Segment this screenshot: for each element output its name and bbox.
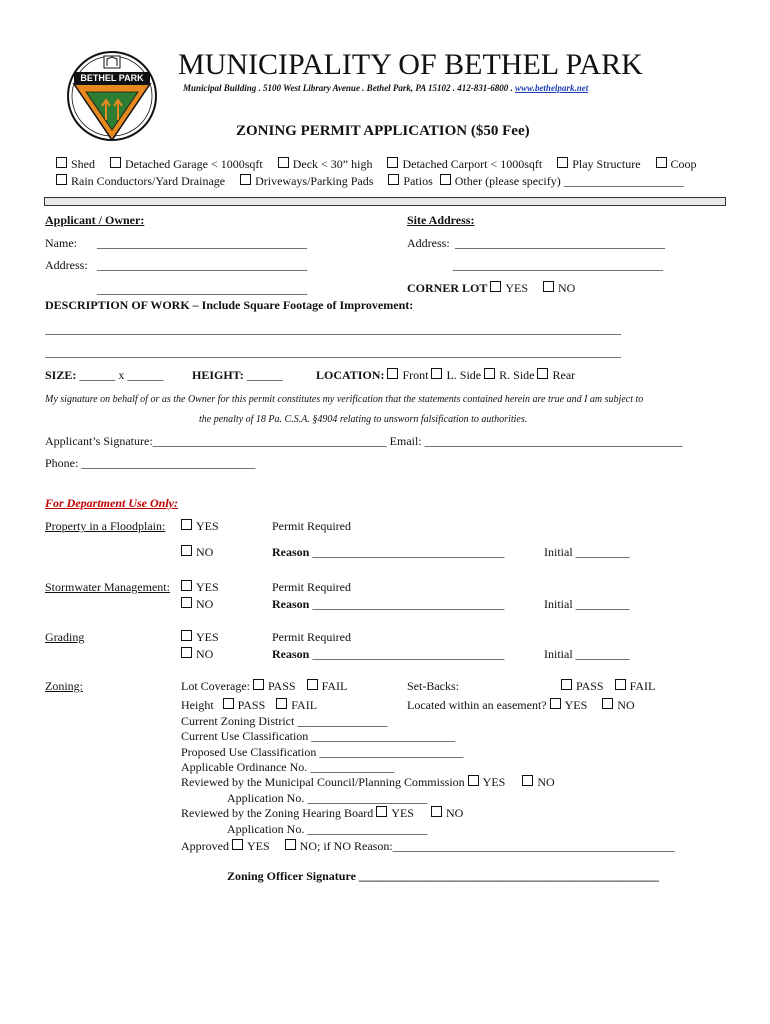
floodplain-label: Property in a Floodplain:: [45, 519, 166, 533]
location-label: LOCATION:: [316, 368, 385, 382]
grading-initial-field[interactable]: _________: [575, 647, 630, 661]
checkbox-patios[interactable]: Patios: [388, 174, 432, 188]
application-number-2[interactable]: Application No. ____________________: [227, 822, 428, 836]
stormwater-initial-row: [544, 597, 630, 612]
hearing-board-row: [181, 806, 463, 821]
floodplain-initial-row: [544, 545, 630, 560]
grading-reason-field[interactable]: ________________________________: [312, 647, 505, 661]
council-review-row: [181, 775, 555, 790]
page-title: MUNICIPALITY OF BETHEL PARK: [178, 48, 643, 81]
council-no-checkbox[interactable]: NO: [522, 775, 554, 789]
applicant-name-field[interactable]: ___________________________________: [97, 236, 307, 250]
certification-line-2: the penalty of 18 Pa. C.S.A. §4904 relating to unsworn falsification to authorities.: [199, 414, 528, 425]
approved-label: Approved: [181, 839, 229, 853]
easement-yes-checkbox[interactable]: YES: [550, 698, 588, 712]
location-right-checkbox[interactable]: R. Side: [484, 368, 534, 382]
description-line-1[interactable]: ________________________________________________________________________________________________: [45, 322, 621, 336]
easement-label: Located within an easement?: [407, 698, 547, 712]
corner-lot-no-checkbox[interactable]: NO: [543, 281, 575, 295]
grading-reason-label: Reason: [272, 647, 310, 661]
phone-row: [45, 456, 255, 471]
signature-field[interactable]: _______________________________________: [152, 434, 387, 448]
floodplain-reason-row: [272, 545, 504, 560]
height-fail-checkbox[interactable]: FAIL: [276, 698, 317, 712]
checkbox-coop[interactable]: Coop: [656, 157, 697, 171]
project-type-row-1: [56, 157, 697, 172]
height-label: HEIGHT:: [192, 368, 244, 382]
floodplain-initial-field[interactable]: _________: [575, 545, 630, 559]
email-label: Email:: [389, 434, 422, 448]
signature-label: Applicant’s Signature:: [45, 434, 153, 448]
stormwater-initial-field[interactable]: _________: [575, 597, 630, 611]
easement-row: [407, 698, 635, 713]
floodplain-permit-required: Permit Required: [272, 519, 351, 533]
setbacks-row: [561, 679, 655, 694]
website-link[interactable]: www.bethelpark.net: [515, 83, 589, 93]
grading-reason-row: [272, 647, 504, 662]
grading-initial-label: Initial: [544, 647, 573, 661]
checkbox-driveways[interactable]: Driveways/Parking Pads: [240, 174, 373, 188]
stormwater-label: Stormwater Management:: [45, 580, 170, 594]
lot-coverage-label: Lot Coverage:: [181, 679, 250, 693]
certification-line-1: My signature on behalf of or as the Owner for this permit constitutes my verification that the statements contained herein are true and I am subject to: [45, 394, 644, 405]
checkbox-detached-carport[interactable]: Detached Carport < 1000sqft: [387, 157, 542, 171]
corner-lot-row: [407, 281, 575, 296]
lot-coverage-row: [181, 679, 347, 694]
checkbox-play-structure[interactable]: Play Structure: [557, 157, 640, 171]
hearing-board-yes-checkbox[interactable]: YES: [376, 806, 414, 820]
lot-coverage-pass-checkbox[interactable]: PASS: [253, 679, 296, 693]
hearing-board-no-checkbox[interactable]: NO: [431, 806, 463, 820]
municipality-seal-logo: [66, 44, 158, 146]
grading-no-checkbox[interactable]: NO: [181, 647, 213, 662]
applicable-ordinance[interactable]: Applicable Ordinance No. ______________: [181, 760, 395, 774]
header-address: [183, 83, 588, 93]
signature-row: [45, 434, 683, 449]
stormwater-yes-checkbox[interactable]: YES: [181, 580, 219, 595]
height-check-row: [181, 698, 317, 713]
current-use-classification[interactable]: Current Use Classification ________________________: [181, 729, 456, 743]
approved-no-checkbox[interactable]: NO; if NO Reason:_______________________________________________: [285, 839, 675, 853]
floodplain-reason-field[interactable]: ________________________________: [312, 545, 505, 559]
application-number-1[interactable]: Application No. ____________________: [227, 791, 428, 805]
setbacks-fail-checkbox[interactable]: FAIL: [615, 679, 656, 693]
grading-initial-row: [544, 647, 630, 662]
applicant-address-label: Address:: [45, 258, 88, 272]
height-pass-checkbox[interactable]: PASS: [223, 698, 266, 712]
zoning-officer-signature[interactable]: Zoning Officer Signature __________________________________________________: [227, 869, 659, 883]
section-divider: [44, 197, 726, 206]
corner-lot-label: CORNER LOT: [407, 281, 488, 295]
stormwater-reason-field[interactable]: ________________________________: [312, 597, 505, 611]
address-line: Municipal Building . 5100 West Library Avenue . Bethel Park, PA 15102 . 412-831-6800 .: [183, 83, 516, 93]
floodplain-reason-label: Reason: [272, 545, 310, 559]
applicant-heading: Applicant / Owner:: [45, 213, 145, 227]
form-title: ZONING PERMIT APPLICATION ($50 Fee): [236, 123, 530, 139]
checkbox-other[interactable]: Other (please specify) ____________________: [440, 174, 684, 188]
grading-permit-required: Permit Required: [272, 630, 351, 644]
floodplain-yes-checkbox[interactable]: YES: [181, 519, 219, 534]
checkbox-detached-garage[interactable]: Detached Garage < 1000sqft: [110, 157, 263, 171]
checkbox-shed[interactable]: Shed: [56, 157, 95, 171]
description-line-2[interactable]: ________________________________________________________________________________________________: [45, 345, 621, 359]
applicant-address-field[interactable]: ___________________________________: [97, 258, 307, 272]
size-label: SIZE:: [45, 368, 77, 382]
location-rear-checkbox[interactable]: Rear: [537, 368, 575, 382]
size-field-1[interactable]: ______: [79, 368, 116, 382]
phone-label: Phone:: [45, 456, 79, 470]
lot-coverage-fail-checkbox[interactable]: FAIL: [307, 679, 348, 693]
location-front-checkbox[interactable]: Front: [387, 368, 428, 382]
stormwater-reason-row: [272, 597, 504, 612]
site-address-field[interactable]: ___________________________________: [455, 236, 665, 250]
site-heading: Site Address:: [407, 213, 475, 227]
zoning-label: Zoning:: [45, 679, 83, 693]
logo-band-text: BETHEL PARK: [80, 73, 144, 83]
department-heading: For Department Use Only:: [45, 496, 178, 510]
stormwater-no-checkbox[interactable]: NO: [181, 597, 213, 612]
location-left-checkbox[interactable]: L. Side: [431, 368, 481, 382]
phone-field[interactable]: _____________________________: [81, 456, 256, 470]
site-address-label: Address:: [407, 236, 450, 250]
applicant-address-field-2[interactable]: ___________________________________: [97, 282, 307, 296]
site-address-field-2[interactable]: ___________________________________: [453, 258, 663, 272]
location-row: [316, 368, 575, 383]
size-x: x: [118, 368, 125, 382]
email-field[interactable]: ___________________________________________: [424, 434, 683, 448]
description-heading: DESCRIPTION OF WORK – Include Square Footage of Improvement:: [45, 298, 414, 312]
stormwater-initial-label: Initial: [544, 597, 573, 611]
grading-label: Grading: [45, 630, 85, 644]
size-field-2[interactable]: ______: [127, 368, 164, 382]
height-field[interactable]: ______: [246, 368, 283, 382]
setbacks-pass-checkbox[interactable]: PASS: [561, 679, 604, 693]
height-row: [192, 368, 283, 383]
stormwater-reason-label: Reason: [272, 597, 310, 611]
approved-yes-checkbox[interactable]: YES: [232, 839, 270, 853]
stormwater-permit-required: Permit Required: [272, 580, 351, 594]
council-yes-checkbox[interactable]: YES: [468, 775, 506, 789]
current-zoning-district[interactable]: Current Zoning District _______________: [181, 714, 388, 728]
approved-row: [181, 839, 675, 854]
applicant-name-label: Name:: [45, 236, 77, 250]
project-type-row-2: [56, 174, 684, 189]
easement-no-checkbox[interactable]: NO: [602, 698, 634, 712]
council-review-label: Reviewed by the Municipal Council/Planning Commission: [181, 775, 465, 789]
setbacks-label: Set-Backs:: [407, 679, 459, 693]
checkbox-deck[interactable]: Deck < 30” high: [278, 157, 373, 171]
checkbox-rain-conductors[interactable]: Rain Conductors/Yard Drainage: [56, 174, 225, 188]
floodplain-initial-label: Initial: [544, 545, 573, 559]
height-check-label: Height: [181, 698, 214, 712]
corner-lot-yes-checkbox[interactable]: YES: [490, 281, 528, 295]
floodplain-no-checkbox[interactable]: NO: [181, 545, 213, 560]
hearing-board-label: Reviewed by the Zoning Hearing Board: [181, 806, 374, 820]
size-row: [45, 368, 163, 383]
grading-yes-checkbox[interactable]: YES: [181, 630, 219, 645]
proposed-use-classification[interactable]: Proposed Use Classification ________________________: [181, 745, 464, 759]
